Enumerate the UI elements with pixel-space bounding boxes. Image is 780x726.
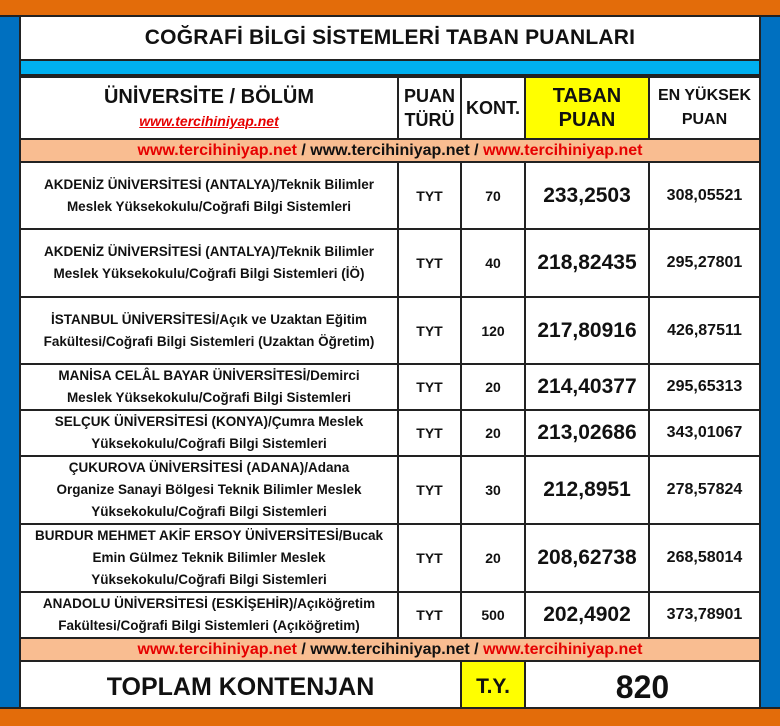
website-banner xyxy=(21,638,759,661)
puan-turu: TYT xyxy=(398,364,461,410)
en-yuksek-puan: 295,27801 xyxy=(649,229,759,297)
score-sheet xyxy=(19,17,761,707)
en-yuksek-puan: 295,65313 xyxy=(649,364,759,410)
banner-link-3[interactable]: www.tercihiniyap.net xyxy=(483,141,643,159)
program-line: BURDUR MEHMET AKİF ERSOY ÜNİVERSİTESİ/Bucak xyxy=(34,528,384,543)
total-type-badge: T.Y. xyxy=(461,661,525,712)
university-program xyxy=(21,410,398,456)
website-banner-top xyxy=(21,139,759,162)
program-line: ÇUKUROVA ÜNİVERSİTESİ (ADANA)/Adana xyxy=(68,460,350,475)
en-yuksek-puan: 343,01067 xyxy=(649,410,759,456)
blue-divider-band xyxy=(21,61,759,76)
program-line: AKDENİZ ÜNİVERSİTESİ (ANTALYA)/Teknik Bilimler xyxy=(43,176,375,192)
table-row xyxy=(21,364,759,410)
taban-puan: 213,02686 xyxy=(525,410,649,456)
total-label: TOPLAM KONTENJAN xyxy=(21,661,461,712)
university-program xyxy=(21,524,398,592)
kontenjan: 500 xyxy=(461,592,525,638)
kontenjan: 30 xyxy=(461,456,525,524)
program-line: Yüksekokulu/Coğrafi Bilgi Sistemleri xyxy=(91,504,327,519)
header-en-yuksek-line1: EN YÜKSEK xyxy=(657,87,752,104)
program-line: Yüksekokulu/Coğrafi Bilgi Sistemleri xyxy=(91,436,327,451)
header-university-label: ÜNİVERSİTE / BÖLÜM xyxy=(103,86,314,108)
program-line: SELÇUK ÜNİVERSİTESİ (KONYA)/Çumra Meslek xyxy=(54,414,364,429)
banner-separator-2: / xyxy=(469,640,484,658)
header-en-yuksek-line2: PUAN xyxy=(681,111,728,128)
table-row xyxy=(21,229,759,297)
puan-turu: TYT xyxy=(398,410,461,456)
program-line: Yüksekokulu/Coğrafi Bilgi Sistemleri xyxy=(91,572,327,587)
puan-turu: TYT xyxy=(398,524,461,592)
program-line: Fakültesi/Coğrafi Bilgi Sistemleri (Açıköğretim) xyxy=(58,618,360,633)
taban-puan: 212,8951 xyxy=(525,456,649,524)
total-row xyxy=(21,661,759,712)
page-title: COĞRAFİ BİLGİ SİSTEMLERİ TABAN PUANLARI xyxy=(21,17,759,61)
kontenjan: 20 xyxy=(461,364,525,410)
banner-separator-2: / xyxy=(469,141,484,159)
website-banner xyxy=(21,139,759,162)
taban-puan: 218,82435 xyxy=(525,229,649,297)
header-university xyxy=(21,77,398,139)
en-yuksek-puan: 426,87511 xyxy=(649,297,759,364)
table-row xyxy=(21,592,759,638)
table-row xyxy=(21,162,759,229)
taban-puan: 208,62738 xyxy=(525,524,649,592)
total-value: 820 xyxy=(525,661,759,712)
header-website-link[interactable]: www.tercihiniyap.net xyxy=(139,113,279,129)
program-line: Meslek Yüksekokulu/Coğrafi Bilgi Sistemleri xyxy=(66,390,352,405)
kontenjan: 120 xyxy=(461,297,525,364)
website-banner-bottom xyxy=(21,638,759,661)
banner-link-3[interactable]: www.tercihiniyap.net xyxy=(483,640,643,658)
puan-turu: TYT xyxy=(398,162,461,229)
taban-puan: 202,4902 xyxy=(525,592,649,638)
program-line: Emin Gülmez Teknik Bilimler Meslek xyxy=(92,550,326,565)
scores-table xyxy=(21,76,759,712)
banner-separator-1: / xyxy=(296,640,311,658)
puan-turu: TYT xyxy=(398,229,461,297)
banner-separator-1: / xyxy=(296,141,311,159)
program-line: MANİSA CELÂL BAYAR ÜNİVERSİTESİ/Demirci xyxy=(58,368,360,383)
university-program xyxy=(21,592,398,638)
taban-puan: 233,2503 xyxy=(525,162,649,229)
program-line: Fakültesi/Coğrafi Bilgi Sistemleri (Uzaktan Öğretim) xyxy=(43,333,375,349)
university-program xyxy=(21,229,398,297)
program-line: Organize Sanayi Bölgesi Teknik Bilimler Meslek xyxy=(56,482,362,497)
en-yuksek-puan: 308,05521 xyxy=(649,162,759,229)
header-taban-puan xyxy=(525,77,649,139)
table-row xyxy=(21,297,759,364)
en-yuksek-puan: 268,58014 xyxy=(649,524,759,592)
puan-turu: TYT xyxy=(398,456,461,524)
header-row xyxy=(21,77,759,139)
university-program xyxy=(21,364,398,410)
header-taban-line2: PUAN xyxy=(558,109,616,131)
bottom-orange-frame xyxy=(0,707,780,726)
taban-puan: 214,40377 xyxy=(525,364,649,410)
university-program xyxy=(21,456,398,524)
university-program xyxy=(21,297,398,364)
header-taban-line1: TABAN xyxy=(552,85,622,107)
program-line: İSTANBUL ÜNİVERSİTESİ/Açık ve Uzaktan Eğitim xyxy=(50,311,368,327)
top-orange-frame xyxy=(0,0,780,17)
header-puan-turu-line2: TÜRÜ xyxy=(404,110,455,130)
puan-turu: TYT xyxy=(398,592,461,638)
header-puan-turu-line1: PUAN xyxy=(403,86,455,106)
kontenjan: 40 xyxy=(461,229,525,297)
header-kont: KONT. xyxy=(461,77,525,139)
header-puan-turu xyxy=(398,77,461,139)
table-row xyxy=(21,524,759,592)
program-line: ANADOLU ÜNİVERSİTESİ (ESKİŞEHİR)/Açıköğretim xyxy=(42,596,376,611)
en-yuksek-puan: 373,78901 xyxy=(649,592,759,638)
program-line: Meslek Yüksekokulu/Coğrafi Bilgi Sistemleri (İÖ) xyxy=(53,266,365,281)
program-line: Meslek Yüksekokulu/Coğrafi Bilgi Sistemleri xyxy=(66,198,352,214)
table-row xyxy=(21,410,759,456)
banner-link-2[interactable]: www.tercihiniyap.net xyxy=(310,640,470,658)
kontenjan: 70 xyxy=(461,162,525,229)
university-program xyxy=(21,162,398,229)
header-en-yuksek xyxy=(649,77,759,139)
en-yuksek-puan: 278,57824 xyxy=(649,456,759,524)
banner-link-1[interactable]: www.tercihiniyap.net xyxy=(137,640,297,658)
puan-turu: TYT xyxy=(398,297,461,364)
banner-link-1[interactable]: www.tercihiniyap.net xyxy=(137,141,297,159)
kontenjan: 20 xyxy=(461,524,525,592)
table-row xyxy=(21,456,759,524)
banner-link-2[interactable]: www.tercihiniyap.net xyxy=(310,141,470,159)
kontenjan: 20 xyxy=(461,410,525,456)
taban-puan: 217,80916 xyxy=(525,297,649,364)
program-line: AKDENİZ ÜNİVERSİTESİ (ANTALYA)/Teknik Bilimler xyxy=(43,244,375,259)
